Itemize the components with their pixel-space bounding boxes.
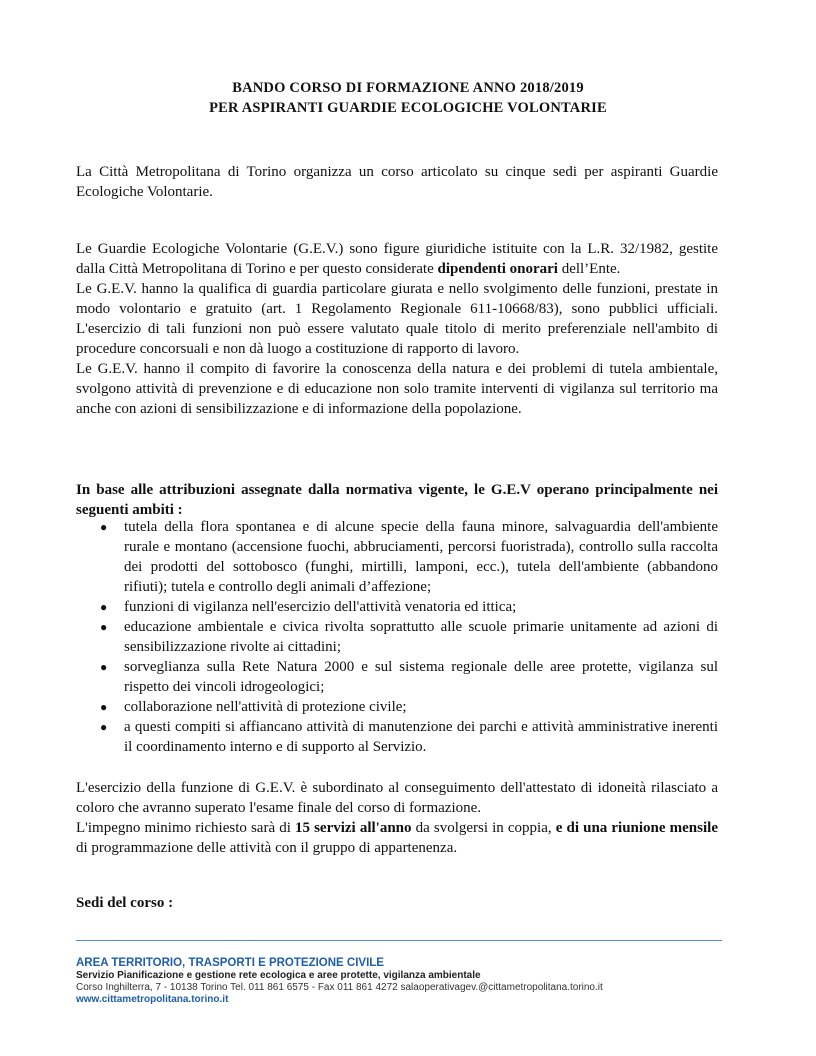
list-item xyxy=(76,717,718,757)
list-item-text: sorveglianza sulla Rete Natura 2000 e sul sistema regionale delle aree protette, vigilanza sul rispetto dei vincoli idrogeologici; xyxy=(124,659,718,695)
list-item-text: a questi compiti si affiancano attività di manutenzione dei parchi e attività amministrative inerenti il coordinamento interno e di supporto al Servizio. xyxy=(124,719,718,755)
attribuzioni-list xyxy=(76,517,718,757)
footer xyxy=(76,956,736,1006)
list-item-text: educazione ambientale e civica rivolta soprattutto alle scuole primarie unitamente ad azioni di sensibilizzazione rivolte ai cittadini; xyxy=(124,619,718,655)
gev-text-part2: dell’Ente. xyxy=(557,261,621,277)
impegno-part2: da svolgersi in coppia, xyxy=(411,820,556,836)
sedi-heading: Sedi del corso : xyxy=(76,895,174,911)
impegno-bold2: e di una riunione mensile xyxy=(555,820,718,836)
document-title-line1: BANDO CORSO DI FORMAZIONE ANNO 2018/2019 xyxy=(232,80,584,96)
bullet-icon: ● xyxy=(100,620,108,634)
esercizio-paragraph xyxy=(76,778,718,858)
impegno-part1: L'impegno minimo richiesto sarà di xyxy=(76,820,295,836)
bullet-icon: ● xyxy=(100,520,108,534)
attribuzioni-heading: In base alle attribuzioni assegnate dalla normativa vigente, le G.E.V operano principalmente nei seguenti ambiti : xyxy=(76,482,718,518)
esercizio-text: L'esercizio della funzione di G.E.V. è subordinato al conseguimento dell'attestato di idoneità rilasciato a coloro che avranno superato l'esame finale del corso di formazione. xyxy=(76,780,718,816)
gev-compiti-paragraph: Le G.E.V. hanno il compito di favorire la conoscenza della natura e dei problemi di tutela ambientale, svolgono attività di prevenzione e di educazione non solo tramite interventi di vigilanza sul territorio ma anche con azioni di sensibilizzazione e di informazione della popolazione. xyxy=(76,361,718,417)
gev-text-part1: Le Guardie Ecologiche Volontarie (G.E.V.) sono figure giuridiche istituite con la L.R. 32/1982, gestite dalla Città Metropolitana di Torino e per questo considerate xyxy=(76,241,718,277)
list-item xyxy=(76,617,718,657)
bullet-icon: ● xyxy=(100,600,108,614)
list-item xyxy=(76,697,718,717)
footer-address: Corso Inghilterra, 7 - 10138 Torino Tel. 011 861 6575 - Fax 011 861 4272 salaoperativagev.@cittametropolitana.torino.it xyxy=(76,982,603,993)
list-item xyxy=(76,657,718,697)
list-item xyxy=(76,517,718,597)
list-item xyxy=(76,597,718,617)
gev-qualifica-text: Le G.E.V. hanno la qualifica di guardia particolare giurata e nello svolgimento delle funzioni, prestate in modo volontario e gratuito (art. 1 Regolamento Regionale 611-10668/83), sono pubblici ufficiali. L'esercizio di tali funzioni non può essere valutato quale titolo di merito preferenziale nell'ambito di procedure concorsuali e non dà luogo a costituzione di rapporto di lavoro. xyxy=(76,281,718,357)
bullet-icon: ● xyxy=(100,700,108,714)
intro-paragraph: La Città Metropolitana di Torino organizza un corso articolato su cinque sedi per aspiranti Guardie Ecologiche Volontarie. xyxy=(76,164,718,200)
footer-divider xyxy=(76,940,722,941)
gev-paragraph xyxy=(76,239,718,359)
list-item-text: funzioni di vigilanza nell'esercizio dell'attività venatoria ed ittica; xyxy=(124,599,517,615)
footer-area-name: AREA TERRITORIO, TRASPORTI E PROTEZIONE CIVILE xyxy=(76,957,384,969)
document-title-line2: PER ASPIRANTI GUARDIE ECOLOGICHE VOLONTARIE xyxy=(209,100,607,116)
footer-service-name: Servizio Pianificazione e gestione rete ecologica e aree protette, vigilanza ambientale xyxy=(76,970,481,981)
list-item-text: tutela della flora spontanea e di alcune specie della fauna minore, salvaguardia dell'ambiente rurale e montano (accensione fuochi, abbruciamenti, percorsi fuoristrada), controllo sulla raccolta dei prodotti del sottobosco (funghi, mirtilli, lamponi, ecc.), tutela dell'ambiente (abbandono rifiuti); tutela e controllo degli animali d’affezione; xyxy=(124,519,718,595)
gev-text-bold: dipendenti onorari xyxy=(437,261,558,277)
impegno-part3: di programmazione delle attività con il gruppo di appartenenza. xyxy=(76,840,458,856)
footer-website-link[interactable]: www.cittametropolitana.torino.it xyxy=(76,994,229,1005)
bullet-icon: ● xyxy=(100,720,108,734)
list-item-text: collaborazione nell'attività di protezione civile; xyxy=(124,699,407,715)
bullet-icon: ● xyxy=(100,660,108,674)
impegno-bold1: 15 servizi all'anno xyxy=(294,820,412,836)
